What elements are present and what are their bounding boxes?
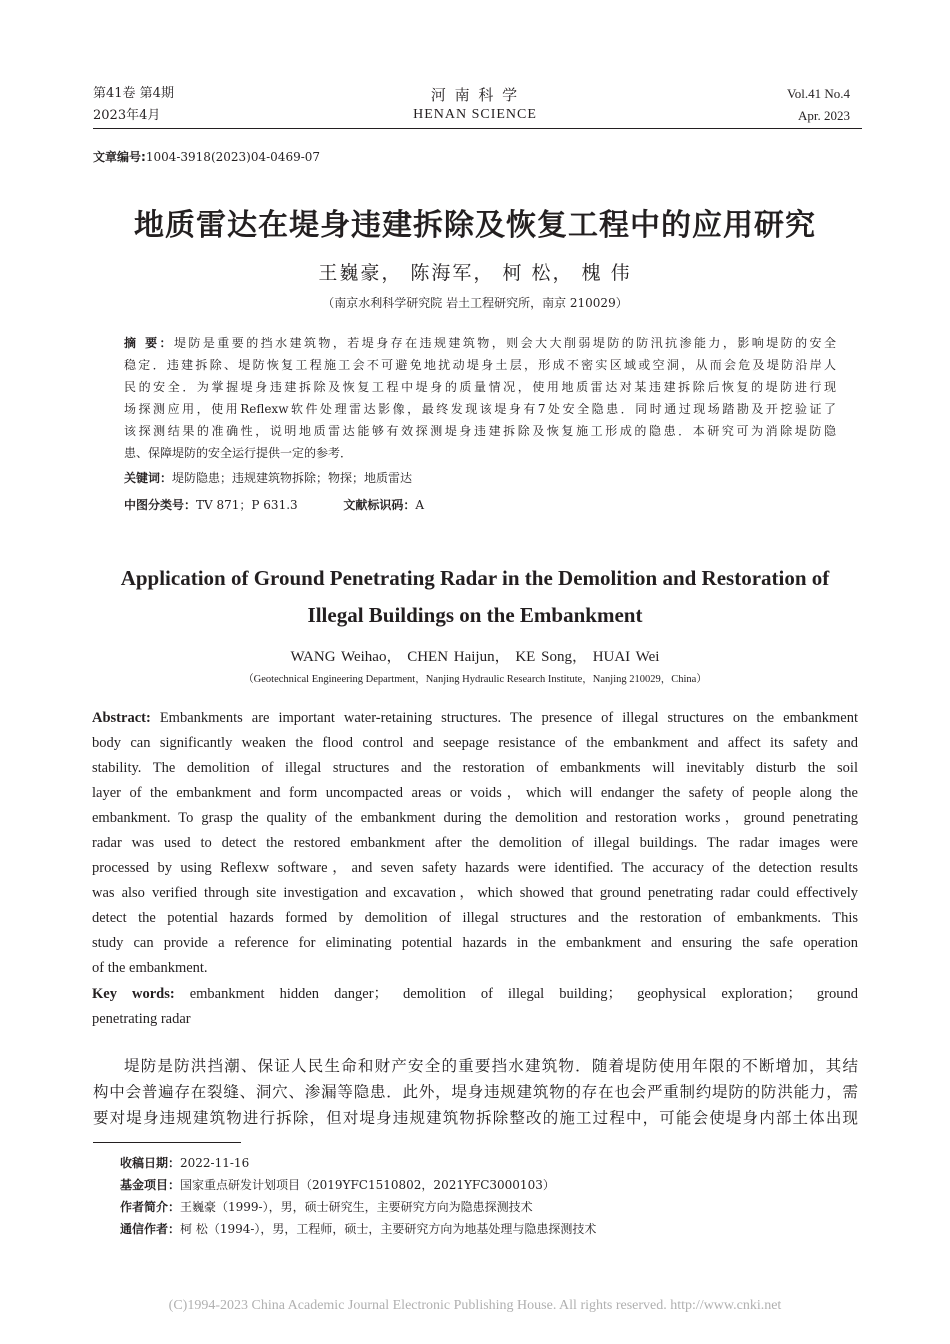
header-rule (93, 128, 862, 129)
header-date-cn: 2023年4月 (93, 108, 161, 123)
abstract-cn-line: 民的安全．为掌握堤身违建拆除及恢复工程中堤身的质量情况，使用地质雷达对某违建拆除后恢复的堤防进行现 (124, 380, 836, 394)
abstract-en-line: study can provide a reference for eliminating potential hazards in the embankment and ensuring the safe operation (92, 935, 858, 951)
footnote-corresponding-author: 通信作者：柯 松（1994-），男，工程师，硕士，主要研究方向为地基处理与隐患探测技术 (120, 1222, 597, 1236)
abstract-cn-label: 摘 要： (124, 336, 174, 350)
article-number-label: 文章编号: (93, 150, 146, 164)
title-en-line-2: Illegal Buildings on the Embankment (307, 603, 643, 627)
keywords-en-line: Key words: embankment hidden danger； demolition of illegal building； geophysical exploration； ground (92, 986, 858, 1002)
affiliation-cn: （南京水利科学研究院 岩土工程研究所，南京 210029） (322, 296, 628, 310)
footnote-funding: 基金项目：国家重点研发计划项目（2019YFC1510802，2021YFC3000103） (120, 1178, 555, 1192)
footnote-received: 收稿日期：2022-11-16 (120, 1156, 250, 1170)
header-date-en: Apr. 2023 (798, 108, 850, 123)
body-paragraph-line: 构中会普遍存在裂缝、洞穴、渗漏等隐患．此外，堤身违规建筑物的存在也会严重制约堤防的防洪能力，需 (93, 1083, 858, 1101)
abstract-cn-line: 该探测结果的准确性，说明地质雷达能够有效探测堤身违建拆除及恢复施工形成的隐患．本研究可为消除堤防隐 (124, 424, 836, 438)
keywords-cn-text: 堤防隐患；违规建筑物拆除；物探；地质雷达 (172, 471, 413, 485)
keywords-cn-label: 关键词： (124, 471, 173, 485)
keywords-en-label: Key words: (92, 986, 175, 1002)
clc-value: TV 871；P 631.3 (196, 498, 298, 512)
abstract-en-line: of the embankment. (92, 960, 208, 976)
clc-label: 中图分类号： (124, 498, 197, 512)
classification (124, 496, 424, 513)
authors-cn: 王巍豪， 陈海军， 柯 松， 槐 伟 (318, 262, 632, 284)
abstract-cn-line: 稳定．违建拆除、堤防恢复工程施工会不可避免地扰动堤身土层，形成不密实区域或空洞，从而会危及堤防沿岸人 (124, 358, 836, 372)
abstract-cn-line: 场探测应用，使用Reflexw软件处理雷达影像，最终发现该堤身有7处安全隐患．同时通过现场踏勘及开挖验证了 (124, 402, 836, 416)
abstract-en-line: stability. The demolition of illegal structures and the restoration of embankments will inevitably disturb the soil (92, 760, 858, 776)
doc-code-label: 文献标识码： (343, 498, 416, 512)
footnote-author-bio: 作者简介：王巍豪（1999-），男，硕士研究生，主要研究方向为隐患探测技术 (120, 1200, 533, 1214)
title-en-line-1: Application of Ground Penetrating Radar in the Demolition and Restoration of (120, 566, 830, 590)
keywords-cn (124, 469, 412, 486)
abstract-cn-line: 患、保障堤防的安全运行提供一定的参考． (124, 446, 353, 460)
header-volume-en: Vol.41 No.4 (787, 86, 850, 101)
abstract-en-line: embankment. To grasp the quality of the embankment during the demolition and restoration works，ground penetrating (92, 810, 858, 826)
abstract-en-line: radar was used to detect the restored embankment after the demolition of illegal buildings. The radar images were (92, 835, 858, 851)
abstract-cn-line: 摘 要：堤防是重要的挡水建筑物，若堤身存在违规建筑物，则会大大削弱堤防的防汛抗渗能力，影响堤防的安全 (124, 336, 836, 350)
doc-code-value: A (415, 498, 424, 512)
abstract-en-line: processed by using Reflexw software，and seven safety hazards were identified. The accuracy of the detection results (92, 860, 858, 876)
title-cn: 地质雷达在堤身违建拆除及恢复工程中的应用研究 (134, 208, 816, 243)
affiliation-en: （Geotechnical Engineering Department，Nanjing Hydraulic Research Institute，Nanjing 210029，China） (243, 674, 707, 685)
authors-en: WANG Weihao， CHEN Haijun， KE Song， HUAI Wei (290, 649, 660, 665)
body-paragraph-line: 要对堤身违规建筑物进行拆除，但对堤身违规建筑物拆除整改的施工过程中，可能会使堤身内部土体出现 (93, 1109, 858, 1127)
abstract-en-line: layer of the embankment and form uncompacted areas or voids，which will endanger the safety of people along the (92, 785, 858, 801)
header-volume-cn: 第41卷 第4期 (93, 86, 174, 101)
abstract-en-line: body can significantly weaken the flood control and seepage resistance of the embankment and affect its safety and (92, 735, 858, 751)
abstract-en-line: was also verified through site investigation and excavation，which showed that ground penetrating radar could effectively (92, 885, 858, 901)
article-number-value: 1004-3918(2023)04-0469-07 (145, 150, 321, 164)
abstract-en-line: detect the potential hazards formed by demolition of illegal structures and the restoration of embankments. This (92, 910, 858, 926)
journal-name-en: HENAN SCIENCE (413, 107, 537, 122)
abstract-en-label: Abstract: (92, 710, 151, 726)
footnote-rule (93, 1142, 241, 1143)
article-number (93, 148, 320, 165)
copyright-notice: (C)1994-2023 China Academic Journal Electronic Publishing House. All rights reserved. http://www.cnki.net (168, 1298, 782, 1313)
body-paragraph-line: 堤防是防洪挡潮、保证人民生命和财产安全的重要挡水建筑物．随着堤防使用年限的不断增加，其结 (124, 1057, 858, 1075)
keywords-en-line: penetrating radar (92, 1011, 191, 1027)
journal-name-cn: 河 南 科 学 (430, 86, 520, 104)
abstract-en-line: Abstract: Embankments are important water-retaining structures. The presence of illegal structures on the embankment (92, 710, 858, 726)
